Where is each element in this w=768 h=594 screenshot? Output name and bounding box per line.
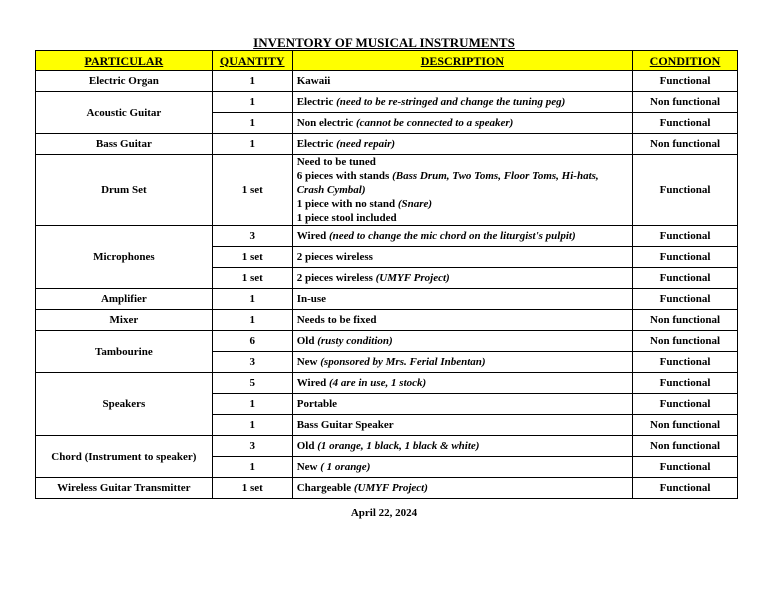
header-particular: PARTICULAR <box>36 51 213 71</box>
description-cell <box>292 92 632 113</box>
description-text: Non electric <box>296 117 356 129</box>
description-line <box>297 155 628 169</box>
particular-cell: Amplifier <box>36 289 213 310</box>
description-text: Wired <box>296 377 330 389</box>
particular-cell: Electric Organ <box>36 71 213 92</box>
condition-cell: Non functional <box>633 436 738 457</box>
description-cell <box>292 457 632 478</box>
condition-cell: Non functional <box>633 331 738 352</box>
condition-cell: Functional <box>633 155 738 226</box>
description-text: 1 piece stool included <box>296 212 397 224</box>
header-condition: CONDITION <box>633 51 738 71</box>
description-text: Old <box>296 335 318 347</box>
quantity-cell: 1 set <box>212 478 292 499</box>
description-text: New <box>296 461 321 473</box>
description-text: Electric <box>296 96 337 108</box>
condition-cell: Functional <box>633 394 738 415</box>
description-line <box>297 211 628 225</box>
description-note: (Bass Drum, Two Toms, Floor Toms, Hi-hats, Crash Cymbal) <box>296 170 599 196</box>
condition-cell: Functional <box>633 478 738 499</box>
description-note: (1 orange, 1 black, 1 black & white) <box>317 440 480 452</box>
quantity-cell: 5 <box>212 373 292 394</box>
table-row <box>36 134 738 155</box>
particular-cell: Tambourine <box>36 331 213 373</box>
quantity-cell: 1 set <box>212 268 292 289</box>
description-note: (sponsored by Mrs. Ferial Inbentan) <box>320 356 486 368</box>
description-note: (rusty condition) <box>317 335 393 347</box>
description-text: Wired <box>296 230 330 242</box>
table-row <box>36 478 738 499</box>
particular-cell: Microphones <box>36 226 213 289</box>
description-text: Bass Guitar Speaker <box>296 419 394 431</box>
description-text: Kawaii <box>296 75 331 87</box>
particular-cell: Drum Set <box>36 155 213 226</box>
particular-cell: Bass Guitar <box>36 134 213 155</box>
description-line <box>297 169 628 197</box>
particular-cell: Chord (Instrument to speaker) <box>36 436 213 478</box>
description-text: Chargeable <box>296 482 354 494</box>
quantity-cell: 3 <box>212 226 292 247</box>
particular-cell: Mixer <box>36 310 213 331</box>
document-date: April 22, 2024 <box>350 507 418 519</box>
condition-cell: Functional <box>633 457 738 478</box>
description-text: Portable <box>296 398 338 410</box>
description-text: New <box>296 356 321 368</box>
quantity-cell: 1 <box>212 289 292 310</box>
table-header-row <box>36 51 738 71</box>
description-cell <box>292 247 632 268</box>
description-cell <box>292 436 632 457</box>
quantity-cell: 3 <box>212 352 292 373</box>
condition-cell: Functional <box>633 113 738 134</box>
description-text: 2 pieces wireless <box>296 272 376 284</box>
description-text: 2 pieces wireless <box>296 251 373 263</box>
description-cell <box>292 71 632 92</box>
description-note: (need to be re-stringed and change the tuning peg) <box>336 96 566 108</box>
description-cell <box>292 394 632 415</box>
description-note: ( 1 orange) <box>320 461 371 473</box>
description-cell <box>292 331 632 352</box>
table-row <box>36 436 738 457</box>
description-cell <box>292 415 632 436</box>
condition-cell: Non functional <box>633 310 738 331</box>
description-cell <box>292 226 632 247</box>
condition-cell: Functional <box>633 289 738 310</box>
description-note: (4 are in use, 1 stock) <box>329 377 427 389</box>
quantity-cell: 1 <box>212 71 292 92</box>
quantity-cell: 1 <box>212 92 292 113</box>
description-cell <box>292 155 632 226</box>
description-note: (Snare) <box>397 198 433 210</box>
description-cell <box>292 113 632 134</box>
quantity-cell: 1 <box>212 134 292 155</box>
quantity-cell: 1 <box>212 113 292 134</box>
description-text: Electric <box>296 138 337 150</box>
description-note: (UMYF Project) <box>375 272 450 284</box>
description-text: Need to be tuned <box>296 156 376 168</box>
table-row <box>36 92 738 113</box>
document-title: INVENTORY OF MUSICAL INSTRUMENTS <box>253 35 515 50</box>
description-cell <box>292 373 632 394</box>
table-row <box>36 226 738 247</box>
quantity-cell: 1 set <box>212 247 292 268</box>
condition-cell: Non functional <box>633 92 738 113</box>
quantity-cell: 3 <box>212 436 292 457</box>
condition-cell: Functional <box>633 226 738 247</box>
table-row <box>36 373 738 394</box>
table-row <box>36 310 738 331</box>
particular-cell: Speakers <box>36 373 213 436</box>
particular-cell: Wireless Guitar Transmitter <box>36 478 213 499</box>
description-line <box>297 197 628 211</box>
quantity-cell: 6 <box>212 331 292 352</box>
description-cell <box>292 478 632 499</box>
description-text: 6 pieces with stands <box>296 170 393 182</box>
condition-cell: Functional <box>633 71 738 92</box>
condition-cell: Functional <box>633 373 738 394</box>
table-row <box>36 289 738 310</box>
quantity-cell: 1 <box>212 310 292 331</box>
description-note: (cannot be connected to a speaker) <box>355 117 514 129</box>
description-cell <box>292 268 632 289</box>
description-cell <box>292 134 632 155</box>
description-note: (UMYF Project) <box>353 482 428 494</box>
condition-cell: Functional <box>633 352 738 373</box>
condition-cell: Non functional <box>633 415 738 436</box>
condition-cell: Non functional <box>633 134 738 155</box>
quantity-cell: 1 <box>212 457 292 478</box>
quantity-cell: 1 <box>212 394 292 415</box>
description-cell <box>292 289 632 310</box>
quantity-cell: 1 <box>212 415 292 436</box>
table-row <box>36 331 738 352</box>
description-text: Old <box>296 440 318 452</box>
description-cell <box>292 352 632 373</box>
particular-cell: Acoustic Guitar <box>36 92 213 134</box>
inventory-table <box>35 50 738 499</box>
description-cell <box>292 310 632 331</box>
description-note: (need repair) <box>336 138 396 150</box>
description-text: 1 piece with no stand <box>296 198 398 210</box>
description-text: In-use <box>296 293 327 305</box>
description-text: Needs to be fixed <box>296 314 377 326</box>
quantity-cell: 1 set <box>212 155 292 226</box>
header-description: DESCRIPTION <box>292 51 632 71</box>
table-row <box>36 71 738 92</box>
description-note: (need to change the mic chord on the liturgist's pulpit) <box>329 230 576 242</box>
header-quantity: QUANTITY <box>212 51 292 71</box>
table-row <box>36 155 738 226</box>
condition-cell: Functional <box>633 268 738 289</box>
condition-cell: Functional <box>633 247 738 268</box>
